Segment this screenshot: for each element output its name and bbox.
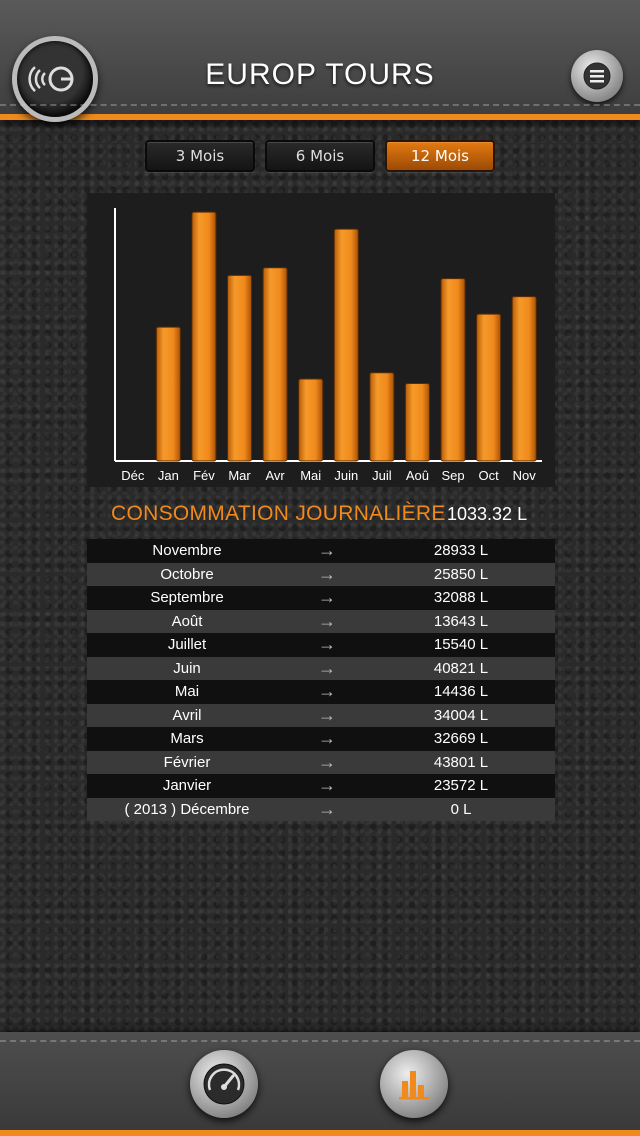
statistics-button[interactable] bbox=[380, 1050, 448, 1118]
period-6-months-button[interactable]: 6 Mois bbox=[265, 140, 375, 172]
arrow-icon: → bbox=[318, 540, 336, 561]
table-row bbox=[87, 563, 555, 587]
month-cell: Février bbox=[163, 753, 211, 771]
x-tick-label: Mar bbox=[228, 468, 251, 483]
x-tick-label: Sep bbox=[441, 468, 465, 483]
month-cell: Novembre bbox=[152, 542, 222, 560]
monthly-consumption-table bbox=[87, 539, 555, 821]
x-tick-label: Juin bbox=[334, 468, 359, 483]
table-row bbox=[87, 539, 555, 563]
bar-chart-svg bbox=[87, 193, 555, 487]
month-cell: Janvier bbox=[162, 777, 212, 795]
arrow-icon: → bbox=[318, 563, 336, 584]
value-cell: 25850 L bbox=[433, 565, 489, 583]
bar-Juil bbox=[370, 373, 394, 461]
table-row bbox=[87, 798, 555, 822]
speedometer-button[interactable] bbox=[190, 1050, 258, 1118]
month-cell: ( 2013 ) Décembre bbox=[124, 800, 250, 818]
value-cell: 0 L bbox=[450, 800, 472, 818]
app-header bbox=[0, 0, 640, 120]
table-row bbox=[87, 727, 555, 751]
month-cell: Mai bbox=[174, 683, 200, 701]
period-12-months-button[interactable]: 12 Mois bbox=[385, 140, 495, 172]
value-cell: 40821 L bbox=[433, 659, 489, 677]
arrow-icon: → bbox=[318, 657, 336, 678]
bar-Aoû bbox=[405, 383, 429, 461]
arrow-icon: → bbox=[318, 610, 336, 631]
x-tick-label: Juil bbox=[372, 468, 392, 483]
bottom-toolbar bbox=[0, 1032, 640, 1136]
table-row bbox=[87, 610, 555, 634]
arrow-icon: → bbox=[318, 634, 336, 655]
table-row bbox=[87, 751, 555, 775]
period-3-months-button[interactable]: 3 Mois bbox=[145, 140, 255, 172]
bar-Mar bbox=[228, 275, 252, 461]
month-cell: Octobre bbox=[160, 565, 214, 583]
bar-Jan bbox=[156, 327, 180, 461]
x-tick-label: Mai bbox=[300, 468, 322, 483]
arrow-icon: → bbox=[318, 751, 336, 772]
value-cell: 23572 L bbox=[433, 777, 489, 795]
bar-chart-icon bbox=[391, 1061, 437, 1107]
x-tick-label: Avr bbox=[265, 468, 285, 483]
month-cell: Juin bbox=[173, 659, 201, 677]
table-row bbox=[87, 680, 555, 704]
value-cell: 14436 L bbox=[433, 683, 489, 701]
daily-consumption-value: 1033.32 L bbox=[447, 504, 528, 524]
x-tick-label: Jan bbox=[157, 468, 179, 483]
bar-Sep bbox=[441, 279, 465, 461]
value-cell: 32669 L bbox=[433, 730, 489, 748]
x-tick-label: Aoû bbox=[405, 468, 430, 483]
menu-icon bbox=[582, 61, 612, 91]
x-tick-label: Nov bbox=[512, 468, 536, 483]
month-cell: Septembre bbox=[150, 589, 224, 607]
arrow-icon: → bbox=[318, 587, 336, 608]
period-selector bbox=[145, 140, 495, 172]
bar-Avr bbox=[263, 268, 287, 461]
month-cell: Mars bbox=[170, 730, 204, 748]
page-title: EUROP TOURS bbox=[205, 58, 435, 91]
table-row bbox=[87, 586, 555, 610]
value-cell: 34004 L bbox=[433, 706, 489, 724]
month-cell: Avril bbox=[172, 706, 202, 724]
arrow-icon: → bbox=[318, 728, 336, 749]
bar-Oct bbox=[477, 314, 501, 461]
x-tick-label: Fév bbox=[193, 468, 215, 483]
arrow-icon: → bbox=[318, 798, 336, 819]
table-row bbox=[87, 704, 555, 728]
consumption-chart bbox=[87, 193, 555, 487]
arrow-icon: → bbox=[318, 681, 336, 702]
menu-button[interactable] bbox=[571, 50, 623, 102]
table-row bbox=[87, 633, 555, 657]
value-cell: 43801 L bbox=[433, 753, 489, 771]
bar-Mai bbox=[299, 379, 323, 461]
value-cell: 28933 L bbox=[433, 542, 489, 560]
bar-Fév bbox=[192, 212, 216, 461]
speedometer-icon bbox=[201, 1061, 247, 1107]
arrow-icon: → bbox=[318, 775, 336, 796]
x-tick-label: Oct bbox=[478, 468, 499, 483]
bar-Nov bbox=[512, 297, 536, 461]
x-tick-label: Déc bbox=[121, 468, 145, 483]
value-cell: 13643 L bbox=[433, 612, 489, 630]
value-cell: 32088 L bbox=[433, 589, 489, 607]
value-cell: 15540 L bbox=[433, 636, 489, 654]
month-cell: Juillet bbox=[167, 636, 207, 654]
table-row bbox=[87, 774, 555, 798]
arrow-icon: → bbox=[318, 704, 336, 725]
table-row bbox=[87, 657, 555, 681]
month-cell: Août bbox=[171, 612, 203, 630]
bar-Juin bbox=[334, 229, 358, 461]
daily-consumption-label: CONSOMMATION JOURNALIÈRE bbox=[111, 502, 446, 525]
